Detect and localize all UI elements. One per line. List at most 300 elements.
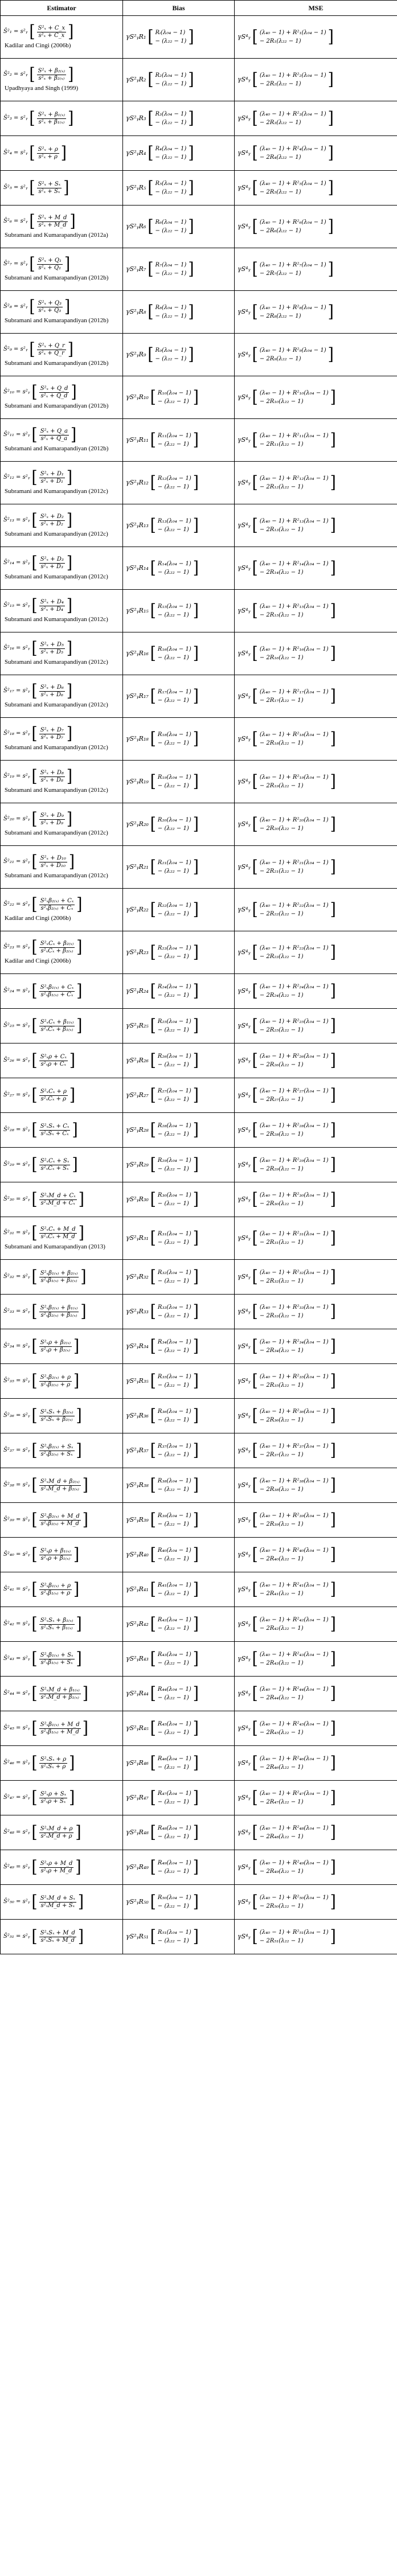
right-bracket: ] <box>328 178 334 198</box>
right-bracket: ] <box>193 1579 199 1600</box>
mse-lines <box>260 1231 329 1246</box>
right-bracket: ] <box>193 1788 199 1808</box>
estimator-fraction <box>39 1193 77 1206</box>
left-bracket: [ <box>150 1510 156 1530</box>
mse-cell <box>235 1217 397 1260</box>
bias-line-2: − (λ₂₂ − 1) <box>157 1660 189 1666</box>
table-row <box>1 1642 397 1677</box>
estimator-cell <box>1 1078 123 1113</box>
table-row <box>1 1538 397 1572</box>
estimator-fraction <box>39 599 65 613</box>
right-bracket: ] <box>193 1475 199 1496</box>
fraction-numerator: S²ₓβ₂₍ₓ₎ + M_d <box>40 1513 80 1519</box>
estimator-name: Ŝ²₅₀ = s²ᵧ <box>3 1899 30 1905</box>
mse-lines <box>260 902 329 918</box>
mse-lines <box>260 1123 329 1138</box>
estimator-fraction <box>39 1895 76 1909</box>
table-row <box>1 1781 397 1815</box>
estimator-name: Ŝ²₃₈ = s²ᵧ <box>3 1482 30 1489</box>
bias-prefix: γS²ᵧR₃₂ <box>126 1272 149 1280</box>
left-bracket: [ <box>150 942 156 963</box>
estimator-formula <box>3 852 120 872</box>
mse-line-2: − 2R₃₆(λ₂₂ − 1) <box>259 1417 304 1423</box>
mse-prefix: γS⁴ᵧ <box>238 1515 251 1523</box>
estimator-fraction <box>39 1791 67 1805</box>
mse-lines <box>260 1895 329 1910</box>
mse-line-1: (λ₄₀ − 1) + R²₃(λ₀₄ − 1) <box>259 110 326 117</box>
mse-prefix: γS⁴ᵧ <box>238 1056 251 1064</box>
estimator-cell <box>1 632 123 675</box>
right-bracket: ] <box>68 64 74 85</box>
estimator-fraction <box>39 1088 68 1102</box>
estimator-cell <box>1 1503 123 1538</box>
mse-prefix: γS⁴ᵧ <box>238 948 251 956</box>
right-bracket: ] <box>77 1926 84 1947</box>
bias-line-2: − (λ₂₂ − 1) <box>157 911 189 917</box>
fraction-numerator: S²ₓ + Q₁ <box>38 257 62 264</box>
left-bracket: [ <box>252 1475 258 1496</box>
mse-line-1: (λ₄₀ − 1) + R²₃₄(λ₀₄ − 1) <box>259 1338 329 1345</box>
left-bracket: [ <box>252 729 258 749</box>
mse-prefix: γS⁴ᵧ <box>238 1550 251 1558</box>
estimator-name: Ŝ²₂₅ = s²ᵧ <box>3 1022 30 1029</box>
mse-line-1: (λ₄₀ − 1) + R²₁₅(λ₀₄ − 1) <box>259 603 329 610</box>
estimator-fraction <box>39 727 65 741</box>
bias-line-1: R₂₁(λ₀₄ − 1) <box>157 859 191 866</box>
left-bracket: [ <box>31 1085 38 1106</box>
left-bracket: [ <box>31 1649 38 1669</box>
fraction-numerator: S²ₓβ₁₍ₓ₎ + Sₓ <box>40 1652 73 1658</box>
mse-line-2: − 2R₃₂(λ₂₂ − 1) <box>259 1278 304 1284</box>
table-row <box>1 136 397 171</box>
fraction-denominator: s²ₓβ₂₍ₓ₎ + ρ <box>40 1381 71 1388</box>
estimator-cell <box>1 1572 123 1607</box>
estimator-formula <box>3 425 120 445</box>
bias-formula <box>126 1050 231 1071</box>
right-bracket: ] <box>68 108 74 129</box>
bias-line-2: − (λ₂₂ − 1) <box>155 189 187 195</box>
citation: Kadilar and Cingi (2006b) <box>5 915 71 922</box>
bias-line-1: R₆(λ₀₄ − 1) <box>155 219 187 225</box>
mse-lines <box>260 1547 329 1563</box>
right-bracket: ] <box>193 1267 199 1287</box>
mse-lines <box>260 1443 329 1458</box>
bias-cell <box>123 462 235 504</box>
right-bracket: ] <box>68 852 75 872</box>
fraction-denominator: s²ₓρ + M_d <box>40 1867 72 1874</box>
mse-prefix: γS⁴ᵧ <box>238 1585 251 1593</box>
fraction-numerator: S²ₓSₓ + M_d <box>40 1930 75 1936</box>
estimator-name: Ŝ²₃₁ = s²ᵧ <box>3 1230 30 1236</box>
bias-line-2: − (λ₂₂ − 1) <box>157 612 189 618</box>
bias-lines <box>158 1018 191 1034</box>
estimator-cell <box>1 846 123 889</box>
bias-formula <box>126 1301 231 1322</box>
left-bracket: [ <box>148 178 154 198</box>
bias-prefix: γS²ᵧR₅ <box>126 183 146 191</box>
bias-cell <box>123 1815 235 1850</box>
right-bracket: ] <box>193 1189 199 1210</box>
left-bracket: [ <box>31 724 38 744</box>
left-bracket: [ <box>252 942 258 963</box>
bias-cell <box>123 1217 235 1260</box>
bias-cell <box>123 136 235 171</box>
mse-cell <box>235 1113 397 1148</box>
bias-lines <box>158 433 191 448</box>
right-bracket: ] <box>330 1267 336 1287</box>
mse-formula <box>238 1926 394 1947</box>
fraction-numerator: S²ₓ + Q₃ <box>38 300 62 307</box>
right-bracket: ] <box>330 1050 336 1071</box>
left-bracket: [ <box>252 1788 258 1808</box>
bias-prefix: γS²ᵧR₁ <box>126 32 146 40</box>
left-bracket: [ <box>31 1614 38 1634</box>
table-row <box>1 1329 397 1364</box>
fraction-numerator: S²ₓρ + M_d <box>40 1860 73 1867</box>
bias-line-2: − (λ₂₂ − 1) <box>157 1556 189 1562</box>
mse-formula <box>238 643 394 664</box>
fraction-denominator: s²ₓM_d + Sₓ <box>40 1902 75 1909</box>
bias-formula <box>126 558 231 578</box>
mse-lines <box>260 262 326 277</box>
fraction-numerator: S²ₓ + Sₓ <box>38 181 61 187</box>
mse-line-2: − 2R₃₇(λ₂₂ − 1) <box>259 1452 304 1458</box>
table-row <box>1 1043 397 1078</box>
table-row <box>1 1260 397 1295</box>
bias-cell <box>123 1607 235 1642</box>
mse-lines <box>260 433 329 448</box>
estimator-name: Ŝ²₃ = s²ᵧ <box>3 115 28 122</box>
bias-formula <box>126 1510 231 1530</box>
bias-cell <box>123 1043 235 1078</box>
left-bracket: [ <box>252 1892 258 1912</box>
mse-line-2: − 2R₁₉(λ₂₂ − 1) <box>259 783 304 789</box>
left-bracket: [ <box>150 1753 156 1773</box>
estimator-formula <box>3 1301 120 1322</box>
right-bracket: ] <box>193 515 199 536</box>
bias-line-2: − (λ₂₂ − 1) <box>157 1278 189 1284</box>
left-bracket: [ <box>148 108 154 129</box>
table-row <box>1 1711 397 1746</box>
mse-prefix: γS⁴ᵧ <box>238 1793 251 1801</box>
estimator-name: Ŝ²₂₇ = s²ᵧ <box>3 1092 30 1099</box>
bias-lines <box>158 1478 191 1493</box>
mse-line-2: − 2R₅(λ₂₂ − 1) <box>259 189 301 195</box>
estimator-name: Ŝ²₁₉ = s²ᵧ <box>3 773 30 780</box>
bias-prefix: γS²ᵧR₄₁ <box>126 1585 149 1593</box>
estimator-cell <box>1 1433 123 1468</box>
right-bracket: ] <box>73 1371 80 1391</box>
left-bracket: [ <box>31 937 38 958</box>
mse-formula <box>238 1120 394 1140</box>
bias-prefix: γS²ᵧR₄ <box>126 149 146 157</box>
left-bracket: [ <box>150 1267 156 1287</box>
estimator-fraction <box>37 146 59 160</box>
fraction-numerator: S²ₓ + D₃ <box>40 556 64 563</box>
right-bracket: ] <box>193 981 199 1001</box>
bias-lines <box>155 30 187 45</box>
bias-prefix: γS²ᵧR₄₆ <box>126 1759 149 1766</box>
estimator-name: Ŝ²₄₈ = s²ᵧ <box>3 1829 30 1836</box>
estimator-cell <box>1 1920 123 1954</box>
mse-line-1: (λ₄₀ − 1) + R²₄₁(λ₀₄ − 1) <box>259 1581 329 1588</box>
bias-lines <box>158 1651 191 1667</box>
bias-prefix: γS²ᵧR₃₉ <box>126 1515 149 1523</box>
table-row <box>1 1295 397 1329</box>
right-bracket: ] <box>193 558 199 578</box>
mse-formula <box>238 1683 394 1704</box>
mse-prefix: γS⁴ᵧ <box>238 222 251 230</box>
bias-line-1: R₅(λ₀₄ − 1) <box>155 180 187 187</box>
mse-prefix: γS⁴ᵧ <box>238 75 251 83</box>
fraction-numerator: S²ₓM_d + ρ <box>40 1826 73 1832</box>
table-row <box>1 1433 397 1468</box>
left-bracket: [ <box>31 553 38 573</box>
fraction-denominator: s²ₓ + D₇ <box>40 734 63 741</box>
mse-prefix: γS⁴ᵧ <box>238 1272 251 1280</box>
mse-formula <box>238 1336 394 1357</box>
estimator-name: Ŝ²₃₀ = s²ᵧ <box>3 1196 30 1203</box>
table-row <box>1 1920 397 1954</box>
estimator-formula <box>3 1371 120 1391</box>
bias-cell <box>123 1642 235 1677</box>
estimator-name: Ŝ²₄₉ = s²ᵧ <box>3 1864 30 1871</box>
right-bracket: ] <box>76 1614 82 1634</box>
bias-line-2: − (λ₂₂ − 1) <box>157 1834 189 1840</box>
estimator-formula <box>3 681 120 701</box>
mse-lines <box>260 860 329 875</box>
table-row <box>1 889 397 931</box>
estimator-cell <box>1 248 123 291</box>
bias-formula <box>126 387 231 408</box>
fraction-denominator: s²ₓ + Q₃ <box>38 307 62 314</box>
left-bracket: [ <box>31 595 38 616</box>
mse-cell <box>235 632 397 675</box>
mse-formula <box>238 981 394 1001</box>
bias-lines <box>158 1895 191 1910</box>
mse-line-2: − 2R₄₉(λ₂₂ − 1) <box>259 1868 304 1875</box>
estimator-cell <box>1 974 123 1009</box>
estimator-name: Ŝ²₄₇ = s²ᵧ <box>3 1794 30 1801</box>
estimator-name: Ŝ²₁₈ = s²ᵧ <box>3 730 30 737</box>
bias-formula <box>126 216 231 237</box>
header-row <box>1 1 397 16</box>
left-bracket: [ <box>252 1579 258 1600</box>
mse-formula <box>238 942 394 963</box>
mse-cell <box>235 675 397 718</box>
estimator-formula <box>3 178 120 198</box>
mse-line-2: − 2R₉(λ₂₂ − 1) <box>259 356 301 362</box>
estimator-cell <box>1 889 123 931</box>
right-bracket: ] <box>330 1718 336 1739</box>
left-bracket: [ <box>252 1336 258 1357</box>
header-bias: Bias <box>123 1 235 16</box>
left-bracket: [ <box>148 344 154 365</box>
table-body <box>1 16 397 1954</box>
estimator-name: Ŝ²₁₆ = s²ᵧ <box>3 645 30 652</box>
mse-lines <box>260 689 329 704</box>
right-bracket: ] <box>330 981 336 1001</box>
estimator-name: Ŝ²₈ = s²ᵧ <box>3 303 28 310</box>
fraction-numerator: S²ₓ + M_d <box>38 215 67 221</box>
table-row <box>1 547 397 590</box>
bias-cell <box>123 16 235 59</box>
mse-line-2: − 2R₁₀(λ₂₂ − 1) <box>259 398 304 405</box>
estimator-fraction <box>37 257 63 271</box>
mse-line-2: − 2R₄₀(λ₂₂ − 1) <box>259 1556 304 1562</box>
left-bracket: [ <box>252 899 258 920</box>
mse-line-2: − 2R₃₀(λ₂₂ − 1) <box>259 1201 304 1207</box>
bias-formula <box>126 1579 231 1600</box>
right-bracket: ] <box>330 1788 336 1808</box>
left-bracket: [ <box>252 981 258 1001</box>
estimator-cell <box>1 1885 123 1920</box>
left-bracket: [ <box>31 1475 38 1496</box>
right-bracket: ] <box>330 1683 336 1704</box>
table-row <box>1 248 397 291</box>
right-bracket: ] <box>76 981 83 1001</box>
left-bracket: [ <box>31 981 38 1001</box>
bias-formula <box>126 1753 231 1773</box>
left-bracket: [ <box>31 852 38 872</box>
estimator-formula <box>3 553 120 573</box>
bias-prefix: γS²ᵧR₂₉ <box>126 1160 149 1168</box>
citation: Subramani and Kumarapandiyan (2012b) <box>5 445 109 453</box>
bias-line-1: R₂₇(λ₀₄ − 1) <box>157 1087 191 1094</box>
estimator-cell <box>1 1329 123 1364</box>
mse-formula <box>238 1371 394 1391</box>
estimator-formula <box>3 108 120 129</box>
left-bracket: [ <box>252 1267 258 1287</box>
bias-prefix: γS²ᵧR₁₀ <box>126 393 149 401</box>
mse-line-1: (λ₄₀ − 1) + R²₁₁(λ₀₄ − 1) <box>259 432 329 439</box>
mse-prefix: γS⁴ᵧ <box>238 32 251 40</box>
mse-formula <box>238 1085 394 1106</box>
bias-cell <box>123 1433 235 1468</box>
fraction-denominator: s²ₓ + Q_r <box>38 350 64 356</box>
table-row <box>1 1399 397 1433</box>
estimator-formula <box>3 339 120 360</box>
left-bracket: [ <box>31 425 38 445</box>
mse-lines <box>260 1825 329 1840</box>
bias-line-1: R₄₆(λ₀₄ − 1) <box>157 1755 191 1762</box>
bias-line-2: − (λ₂₂ − 1) <box>157 1729 189 1736</box>
bias-line-2: − (λ₂₂ − 1) <box>155 38 187 44</box>
mse-prefix: γS⁴ᵧ <box>238 1759 251 1766</box>
bias-prefix: γS²ᵧR₂ <box>126 75 146 83</box>
bias-cell <box>123 1503 235 1538</box>
bias-line-2: − (λ₂₂ − 1) <box>157 1799 189 1805</box>
fraction-denominator: s²ₓ + Q_a <box>40 435 68 442</box>
bias-lines <box>155 72 187 88</box>
right-bracket: ] <box>330 1649 336 1669</box>
citation: Subramani and Kumarapandiyan (2012b) <box>5 402 109 410</box>
right-bracket: ] <box>188 216 194 237</box>
right-bracket: ] <box>80 1301 87 1322</box>
mse-prefix: γS⁴ᵧ <box>238 1446 251 1454</box>
left-bracket: [ <box>252 69 258 90</box>
mse-line-2: − 2R₂(λ₂₂ − 1) <box>259 81 301 87</box>
left-bracket: [ <box>31 1510 38 1530</box>
estimator-formula <box>3 1336 120 1357</box>
fraction-denominator: s²ₓM_d + ρ <box>40 1833 72 1839</box>
right-bracket: ] <box>68 22 74 42</box>
mse-lines <box>260 1157 329 1173</box>
mse-prefix: γS⁴ᵧ <box>238 1828 251 1836</box>
mse-cell <box>235 504 397 547</box>
mse-cell <box>235 1295 397 1329</box>
left-bracket: [ <box>252 1371 258 1391</box>
fraction-denominator: s²ₓρ + β₁₍ₓ₎ <box>40 1555 71 1562</box>
bias-line-2: − (λ₂₂ − 1) <box>157 1521 189 1527</box>
citation: Subramani and Kumarapandiyan (2012c) <box>5 573 108 581</box>
mse-line-1: (λ₄₀ − 1) + R²₁₀(λ₀₄ − 1) <box>259 389 329 396</box>
table-row <box>1 59 397 101</box>
mse-lines <box>260 180 326 196</box>
bias-line-2: − (λ₂₂ − 1) <box>157 1313 189 1319</box>
right-bracket: ] <box>330 1579 336 1600</box>
bias-lines <box>158 945 191 960</box>
right-bracket: ] <box>328 27 334 47</box>
bias-line-2: − (λ₂₂ − 1) <box>157 1591 189 1597</box>
estimator-cell <box>1 547 123 590</box>
left-bracket: [ <box>252 473 258 493</box>
right-bracket: ] <box>193 942 199 963</box>
citation: Subramani and Kumarapandiyan (2012c) <box>5 787 108 794</box>
right-bracket: ] <box>193 686 199 706</box>
mse-formula <box>238 1189 394 1210</box>
mse-lines <box>260 1617 329 1632</box>
estimator-cell <box>1 1009 123 1043</box>
estimator-fraction <box>39 1756 67 1770</box>
mse-lines <box>260 1513 329 1528</box>
left-bracket: [ <box>150 771 156 792</box>
mse-cell <box>235 462 397 504</box>
mse-line-2: − 2R₂₇(λ₂₂ − 1) <box>259 1096 304 1103</box>
mse-prefix: γS⁴ᵧ <box>238 350 251 358</box>
estimator-name: Ŝ²₂₃ = s²ᵧ <box>3 944 30 951</box>
right-bracket: ] <box>193 1892 199 1912</box>
right-bracket: ] <box>328 69 334 90</box>
fraction-denominator: s²ₓM_d + β₂₍ₓ₎ <box>40 1485 79 1492</box>
estimator-fraction <box>39 770 65 783</box>
bias-formula <box>126 1822 231 1843</box>
left-bracket: [ <box>150 1228 156 1248</box>
bias-formula <box>126 1857 231 1877</box>
right-bracket: ] <box>330 1475 336 1496</box>
mse-line-1: (λ₄₀ − 1) + R²₂₃(λ₀₄ − 1) <box>259 944 329 951</box>
right-bracket: ] <box>193 1120 199 1140</box>
mse-lines <box>260 1860 329 1875</box>
mse-prefix: γS⁴ᵧ <box>238 436 251 443</box>
left-bracket: [ <box>252 430 258 450</box>
left-bracket: [ <box>150 899 156 920</box>
left-bracket: [ <box>150 643 156 664</box>
right-bracket: ] <box>73 1336 80 1357</box>
mse-formula <box>238 1018 394 1034</box>
fraction-denominator: s²ₓSₓ + M_d <box>40 1937 75 1944</box>
bias-line-2: − (λ₂₂ − 1) <box>157 527 189 533</box>
estimator-formula <box>3 1926 120 1947</box>
fraction-denominator: s²ₓ + ρ <box>38 153 58 160</box>
mse-cell <box>235 291 397 334</box>
mse-line-1: (λ₄₀ − 1) + R²₄₅(λ₀₄ − 1) <box>259 1720 329 1727</box>
fraction-numerator: S²ₓρ + β₂₍ₓ₎ <box>40 1340 71 1346</box>
bias-formula <box>126 475 231 491</box>
fraction-denominator: s²ₓβ₁₍ₓ₎ + Sₓ <box>40 1659 73 1666</box>
mse-lines <box>260 30 326 45</box>
estimator-fraction <box>39 1340 72 1353</box>
